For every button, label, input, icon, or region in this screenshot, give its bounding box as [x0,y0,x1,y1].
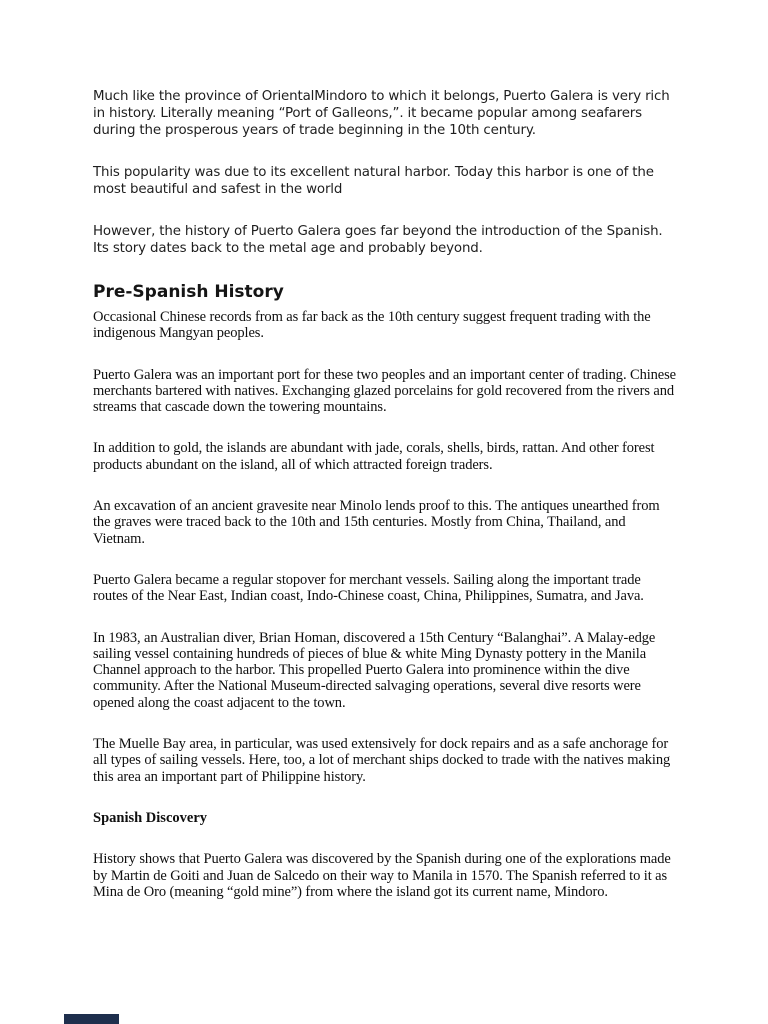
body-paragraph-trade-routes: Puerto Galera became a regular stopover for merchant vessels. Sailing along the important trade routes of the Near East, Indian coast, Indo-Chinese coast, China, Philippines, Sumatra, and Java. [93,571,644,605]
intro-paragraph-2: This popularity was due to its excellent natural harbor. Today this harbor is one of the most beautiful and safest in the world [93,165,654,197]
heading-pre-spanish-history: Pre-Spanish History [93,282,284,302]
body-paragraph-island-products: In addition to gold, the islands are abundant with jade, corals, shells, birds, rattan. And other forest products abundant on the island, all of which attracted foreign traders. [93,440,655,473]
document-text-body [93,88,677,925]
heading-spanish-discovery: Spanish Discovery [93,809,208,826]
next-page-partial-element [64,1014,119,1024]
body-paragraph-chinese-records: Occasional Chinese records from as far back as the 10th century suggest frequent trading with the indigenous Mangyan peoples. [93,309,651,342]
body-paragraph-spanish-arrival: History shows that Puerto Galera was discovered by the Spanish during one of the explorations made by Martin de Goiti and Juan de Salcedo on their way to Manila in 1570. The Spanish referred to it as Mina de Oro (meaning “gold mine”) from where the island got its current name, Mindoro. [93,851,671,900]
body-paragraph-muelle-bay: The Muelle Bay area, in particular, was used extensively for dock repairs and as a safe anchorage for all types of sailing vessels. Here, too, a lot of merchant ships docked to trade with the natives making this area an important part of Philippine history. [93,736,671,785]
body-paragraph-balanghai: In 1983, an Australian diver, Brian Homan, discovered a 15th Century “Balanghai”. A Malay-edge sailing vessel containing hundreds of pieces of blue & white Ming Dynasty pottery in the Manila Channel approach to the harbor. This propelled Puerto Galera into prominence within the dive community. After the National Museum-directed salvaging operations, several dive resorts were opened along the coast adjacent to the town. [93,629,656,711]
body-paragraph-gravesite: An excavation of an ancient gravesite near Minolo lends proof to this. The antiques unearthed from the graves were traced back to the 10th and 15th centuries. Mostly from China, Thailand, and Vietnam. [93,498,660,547]
intro-paragraph-1: Much like the province of OrientalMindoro to which it belongs, Puerto Galera is very rich in history. Literally meaning “Port of Galleons,”. it became popular among seafarers during the prosperous years of trade beginning in the 10th century. [93,89,670,138]
body-paragraph-important-port: Puerto Galera was an important port for these two peoples and an important center of trading. Chinese merchants bartered with natives. Exchanging glazed porcelains for gold recovered from the rivers and streams that cascade down the towering mountains. [93,366,677,416]
intro-paragraph-3: However, the history of Puerto Galera goes far beyond the introduction of the Spanish. Its story dates back to the metal age and probably beyond. [93,224,663,256]
